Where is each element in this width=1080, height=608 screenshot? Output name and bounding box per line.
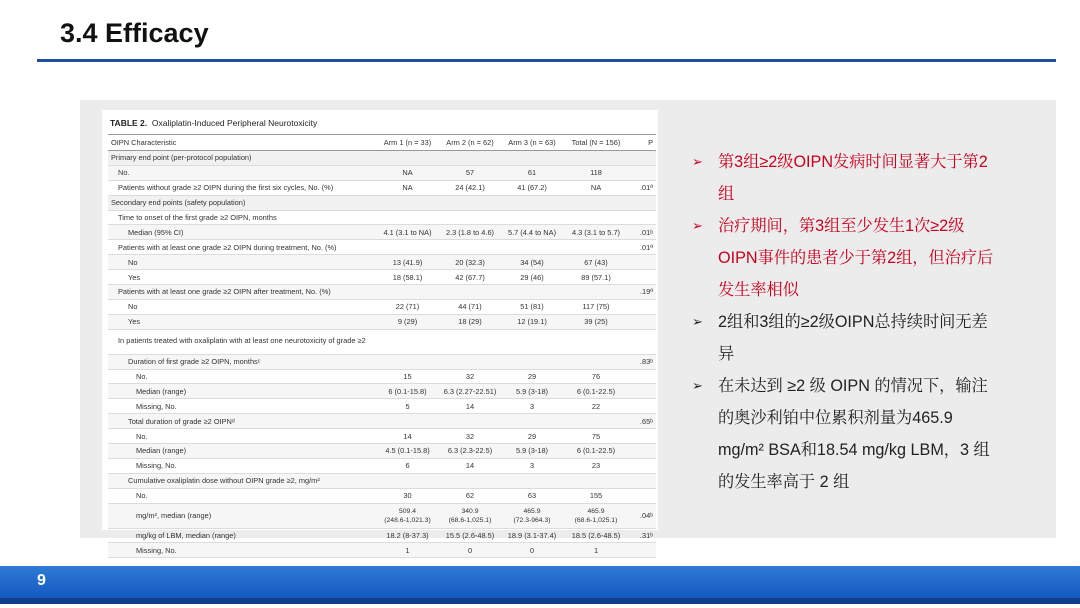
cell-arm1: 13 (41.9) [376,255,439,270]
cell-arm3: 5.9 (3-18) [501,384,563,399]
table-caption-number: TABLE 2. [110,118,148,128]
cell-total: 4.3 (3.1 to 5.7) [563,225,629,240]
cell-arm1: 1 [376,543,439,558]
col-header-arm2: Arm 2 (n = 62) [439,135,501,151]
cell-arm2 [439,285,501,300]
col-header-characteristic: OIPN Characteristic [108,135,376,151]
cell-total: 117 (75) [563,299,629,314]
cell-total [563,354,629,369]
cell-arm1 [376,414,439,429]
table-row [108,429,656,444]
cell-arm2: 6.3 (2.27-22.51) [439,384,501,399]
cell-arm2 [439,195,501,210]
cell-arm2: 18 (29) [439,314,501,329]
cell-arm3: 12 (19.1) [501,314,563,329]
cell-total [563,473,629,488]
cell-total: 155 [563,488,629,503]
table-row [108,354,656,369]
table-caption [110,118,317,128]
table-row [108,384,656,399]
cell-total: 1 [563,543,629,558]
cell-arm1 [376,240,439,255]
bullet-item [692,146,1002,210]
cell-total: NA [563,180,629,195]
cell-arm1: 30 [376,488,439,503]
cell-p [629,444,656,459]
bullet-item [692,370,1002,498]
bullet-text: 第3组≥2级OIPN发病时间显著大于第2组 [718,153,988,203]
cell-p: .83ᵇ [629,354,656,369]
cell-arm2: 14 [439,399,501,414]
cell-arm3 [501,503,563,528]
cell-arm3 [501,195,563,210]
table-row [108,314,656,329]
key-findings-list [692,146,1002,498]
cell-arm2: 15.5 (2.6-48.5) [439,528,501,543]
cell-arm3: 51 (81) [501,299,563,314]
row-label: Duration of first grade ≥2 OIPN, monthsᶜ [108,354,376,369]
cell-total [563,195,629,210]
cell-arm1-range: (248.6-1,021.3) [384,516,431,524]
cell-arm1: NA [376,180,439,195]
table-row [108,543,656,558]
row-label: Median (95% CI) [108,225,376,240]
oipn-table [108,134,656,558]
cell-arm3: 0 [501,543,563,558]
row-label: Primary end point (per-protocol population) [108,151,376,166]
cell-arm3 [501,414,563,429]
cell-arm1 [376,473,439,488]
cell-arm2 [439,354,501,369]
cell-arm3 [501,210,563,225]
page-number: 9 [37,572,46,589]
row-label: Patients with at least one grade ≥2 OIPN after treatment, No. (%) [108,285,376,300]
row-label: Missing, No. [108,458,376,473]
cell-total [563,151,629,166]
table-row [108,369,656,384]
row-label: No [108,255,376,270]
table-row [108,195,656,210]
cell-arm3: 3 [501,458,563,473]
cell-arm3: 29 (46) [501,270,563,285]
cell-arm1 [376,354,439,369]
cell-arm3 [501,473,563,488]
cell-arm1 [376,285,439,300]
cell-p: .04ᵇ [629,503,656,528]
arrow-bullet-icon: ➢ [692,218,703,233]
arrow-bullet-icon: ➢ [692,378,703,393]
table-row [108,165,656,180]
cell-p [629,399,656,414]
table-row [108,285,656,300]
cell-p [629,543,656,558]
cell-arm1: 15 [376,369,439,384]
table-row [108,180,656,195]
col-header-arm1: Arm 1 (n = 33) [376,135,439,151]
cell-arm2: 32 [439,429,501,444]
cell-total: 22 [563,399,629,414]
row-label: No. [108,488,376,503]
cell-p: .65ᵇ [629,414,656,429]
cell-arm3 [501,285,563,300]
cell-arm3: 61 [501,165,563,180]
table-row [108,473,656,488]
cell-arm1 [376,151,439,166]
cell-arm2 [439,473,501,488]
row-label: Median (range) [108,384,376,399]
title-divider [37,59,1056,62]
table-row [108,528,656,543]
col-header-total: Total (N = 156) [563,135,629,151]
cell-arm3: 29 [501,369,563,384]
cell-p [629,488,656,503]
cell-arm1-median: 509.4 [398,507,416,515]
table-row [108,240,656,255]
cell-total-median: 465.9 [587,507,605,515]
cell-p: .31ᵇ [629,528,656,543]
table-row [108,151,656,166]
cell-total-range: (68.6-1,025.1) [574,516,618,524]
cell-arm2 [439,151,501,166]
row-label: Yes [108,314,376,329]
cell-arm3: 41 (67.2) [501,180,563,195]
cell-arm1: 18 (58.1) [376,270,439,285]
cell-p [629,299,656,314]
cell-total [563,503,629,528]
table-row [108,503,656,528]
cell-total: 67 (43) [563,255,629,270]
cell-total: 76 [563,369,629,384]
cell-arm3 [501,354,563,369]
cell-p: .01ª [629,240,656,255]
slide-title: 3.4 Efficacy [60,18,209,48]
cell-arm3: 5.7 (4.4 to NA) [501,225,563,240]
cell-arm1: 6 (0.1-15.8) [376,384,439,399]
cell-arm2: 44 (71) [439,299,501,314]
row-label: Total duration of grade ≥2 OIPNᵈ [108,414,376,429]
row-label: Missing, No. [108,399,376,414]
table-row [108,329,656,354]
table-row [108,414,656,429]
cell-arm1 [376,210,439,225]
cell-arm3 [501,151,563,166]
table-card [102,110,658,555]
cell-p [629,429,656,444]
cell-arm3: 29 [501,429,563,444]
cell-arm2: 42 (67.7) [439,270,501,285]
cell-arm1: 4.5 (0.1-15.8) [376,444,439,459]
col-header-arm3: Arm 3 (n = 63) [501,135,563,151]
cell-p: .01ᵇ [629,225,656,240]
cell-total [563,329,629,354]
bullet-item [692,306,1002,370]
cell-arm1: 6 [376,458,439,473]
cell-p [629,195,656,210]
cell-arm3: 5.9 (3-18) [501,444,563,459]
cell-arm2: 2.3 (1.8 to 4.6) [439,225,501,240]
bullet-text: 治疗期间，第3组至少发生1次≥2级OIPN事件的患者少于第2组，但治疗后发生率相似 [718,217,994,299]
footer-accent-bar [0,598,1080,604]
table-header-row [108,135,656,151]
row-label: Cumulative oxaliplatin dose without OIPN grade ≥2, mg/m² [108,473,376,488]
bullet-text: 在未达到 ≥2 级 OIPN 的情况下，输注的奥沙利铂中位累积剂量为465.9 mg/m² BSA和18.54 mg/kg LBM，3 组的发生率高于 2 组 [718,377,990,491]
cell-arm1: 4.1 (3.1 to NA) [376,225,439,240]
row-label: Yes [108,270,376,285]
cell-total: 89 (57.1) [563,270,629,285]
table-row [108,225,656,240]
row-label: mg/m², median (range) [108,503,376,528]
row-label: Median (range) [108,444,376,459]
cell-arm3: 18.9 (3.1-37.4) [501,528,563,543]
cell-arm3: 3 [501,399,563,414]
cell-p [629,458,656,473]
table-row [108,444,656,459]
cell-total: 75 [563,429,629,444]
cell-p: .01ª [629,180,656,195]
cell-arm1: 18.2 (8-37.3) [376,528,439,543]
cell-arm1: 22 (71) [376,299,439,314]
cell-arm2: 14 [439,458,501,473]
cell-arm1 [376,329,439,354]
cell-arm1: 9 (29) [376,314,439,329]
cell-arm1: NA [376,165,439,180]
row-label: Patients without grade ≥2 OIPN during the first six cycles, No. (%) [108,180,376,195]
cell-arm2: 0 [439,543,501,558]
cell-arm2: 62 [439,488,501,503]
cell-arm2: 24 (42.1) [439,180,501,195]
table-row [108,210,656,225]
col-header-p: P [629,135,656,151]
cell-total: 18.5 (2.6-48.5) [563,528,629,543]
cell-arm1 [376,503,439,528]
row-label: No. [108,369,376,384]
cell-arm2 [439,503,501,528]
row-label: Patients with at least one grade ≥2 OIPN during treatment, No. (%) [108,240,376,255]
cell-total: 6 (0.1-22.5) [563,444,629,459]
cell-arm1: 5 [376,399,439,414]
cell-total: 6 (0.1-22.5) [563,384,629,399]
cell-total [563,240,629,255]
cell-p [629,329,656,354]
cell-total [563,210,629,225]
cell-arm3-median: 465.9 [523,507,541,515]
cell-p [629,314,656,329]
bullet-text: 2组和3组的≥2级OIPN总持续时间无差异 [718,313,988,363]
cell-arm2 [439,414,501,429]
row-label: No [108,299,376,314]
cell-arm2: 20 (32.3) [439,255,501,270]
cell-total [563,285,629,300]
cell-arm2-median: 340.9 [461,507,479,515]
cell-arm3: 63 [501,488,563,503]
row-label: In patients treated with oxaliplatin with at least one neurotoxicity of grade ≥2 [108,329,376,354]
cell-total: 23 [563,458,629,473]
cell-arm3-range: (72.3-964.3) [513,516,551,524]
cell-arm3 [501,329,563,354]
row-label: Missing, No. [108,543,376,558]
table-caption-text: Oxaliplatin-Induced Peripheral Neurotoxicity [151,118,318,128]
cell-arm1: 14 [376,429,439,444]
cell-p: .19ª [629,285,656,300]
table-row [108,270,656,285]
table-row [108,399,656,414]
cell-arm2-range: (68.6-1,025.1) [448,516,492,524]
row-label: Time to onset of the first grade ≥2 OIPN, months [108,210,376,225]
arrow-bullet-icon: ➢ [692,154,703,169]
cell-p [629,384,656,399]
cell-arm2 [439,329,501,354]
cell-p [629,151,656,166]
cell-arm3 [501,240,563,255]
table-row [108,255,656,270]
row-label: No. [108,165,376,180]
row-label: No. [108,429,376,444]
cell-arm3: 34 (54) [501,255,563,270]
cell-p [629,270,656,285]
table-row [108,299,656,314]
cell-total: 118 [563,165,629,180]
arrow-bullet-icon: ➢ [692,314,703,329]
bullet-item [692,210,1002,306]
cell-p [629,473,656,488]
cell-arm1 [376,195,439,210]
cell-p [629,210,656,225]
cell-arm2: 57 [439,165,501,180]
cell-arm2 [439,210,501,225]
cell-p [629,165,656,180]
row-label: mg/kg of LBM, median (range) [108,528,376,543]
table-row [108,458,656,473]
row-label: Secondary end points (safety population) [108,195,376,210]
cell-p [629,369,656,384]
cell-arm2: 6.3 (2.3-22.5) [439,444,501,459]
cell-p [629,255,656,270]
table-row [108,488,656,503]
cell-total: 39 (25) [563,314,629,329]
footer-bar [0,566,1080,598]
cell-arm2 [439,240,501,255]
cell-total [563,414,629,429]
cell-arm2: 32 [439,369,501,384]
